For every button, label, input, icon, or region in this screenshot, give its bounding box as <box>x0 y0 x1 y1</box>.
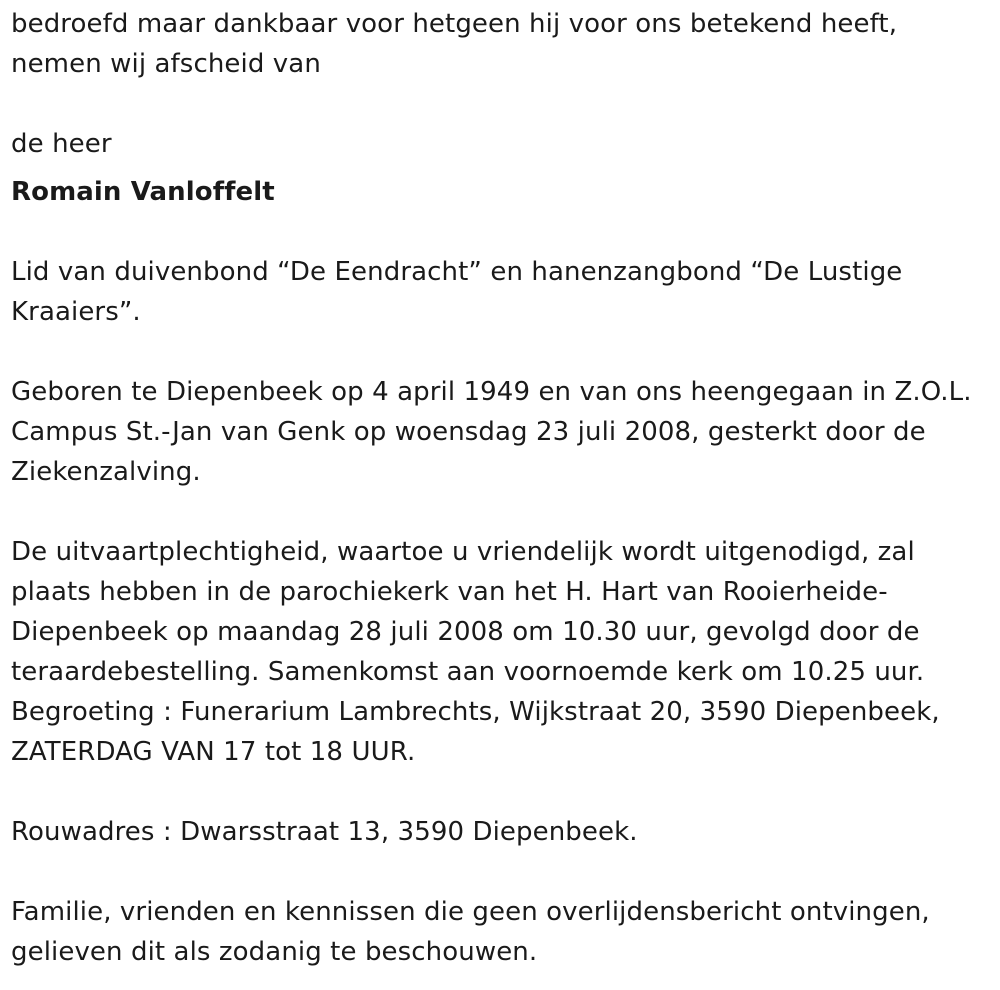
spacer <box>11 332 991 372</box>
deceased-name: Romain Vanloffelt <box>11 177 275 207</box>
funeral-text: De uitvaartplechtigheid, waartoe u vriendelijk wordt uitgenodigd, zal plaats hebben in de parochiekerk van het H. Hart van Rooierheide- Diepenbeek op maandag 28 juli 2008 om 10.30 uur, gevolgd door de teraardebestelling. Samenkomst aan voornoemde kerk om 10.25 uur. Begroeting : Funerarium Lambrechts, Wijkstraat 20, 3590 Diepenbeek, ZATERDAG VAN 17 tot 18 UUR. <box>11 537 940 767</box>
spacer <box>11 772 991 812</box>
spacer <box>11 164 991 172</box>
membership-text: Lid van duivenbond “De Eendracht” en hanenzangbond “De Lustige Kraaiers”. <box>11 257 903 327</box>
salutation-text: de heer <box>11 129 112 159</box>
closing-text: Familie, vrienden en kennissen die geen overlijdensbericht ontvingen, gelieven dit als zodanig te beschouwen. <box>11 897 930 967</box>
intro-text: bedroefd maar dankbaar voor hetgeen hij voor ons betekend heeft, nemen wij afscheid van <box>11 9 898 79</box>
spacer <box>11 492 991 532</box>
mourning-address-text: Rouwadres : Dwarsstraat 13, 3590 Diepenbeek. <box>11 817 638 847</box>
spacer <box>11 852 991 892</box>
obituary-notice <box>11 4 991 972</box>
birth-death-text: Geboren te Diepenbeek op 4 april 1949 en van ons heengegaan in Z.O.L. Campus St.-Jan van Genk op woensdag 23 juli 2008, gesterkt door de Ziekenzalving. <box>11 377 972 487</box>
spacer <box>11 212 991 252</box>
spacer <box>11 84 991 124</box>
